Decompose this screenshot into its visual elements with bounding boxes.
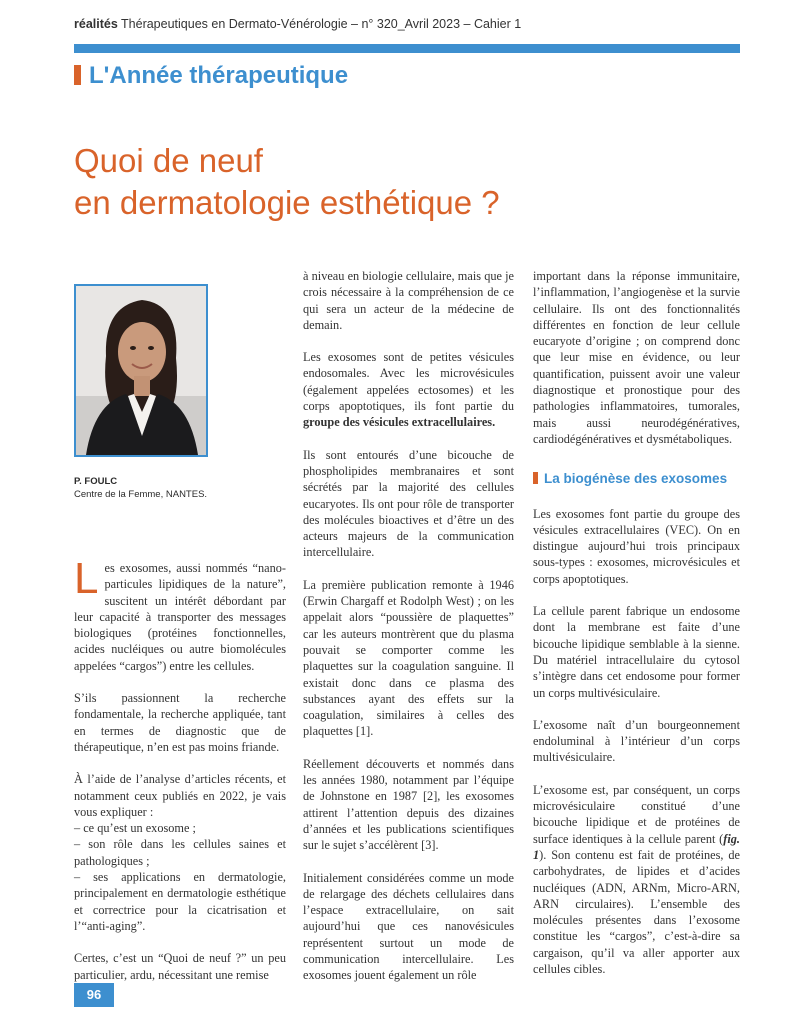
paragraph: L’exosome naît d’un bourgeonnement endoluminal à l’intérieur d’un corps multivésiculaire. — [533, 717, 740, 765]
author-photo — [74, 284, 208, 457]
paragraph-list — [74, 771, 286, 934]
text-column-2 — [303, 268, 514, 1000]
paragraph-text: es exosomes, aussi nommés “nano-particules lipidiques de la nature”, suscitent un intérêt débordant par leur capacité à transporter des messages biologiques (protéines fonctionnelles, acides nucléiques ou autre biomolécules appelées “cargos”) entre les cellules. — [74, 561, 286, 673]
paragraph: La première publication remonte à 1946 (Erwin Chargaff et Rodolph West) ; on les appelait alors “poussière de plaquettes” car les auteurs montrèrent que du plasma pouvait se comporter comme les plaquettes sur la coagulation sanguine. Il existait donc dans ce plasma des substances ayant des effets sur la coagulation, similaires à celles des plaquettes [1]. — [303, 577, 514, 739]
list-item: – son rôle dans les cellules saines et pathologiques ; — [74, 837, 286, 868]
section-title — [74, 62, 348, 90]
text-column-3 — [533, 268, 740, 993]
author-name: P. FOULC — [74, 476, 118, 487]
subsection-marker — [533, 472, 538, 484]
paragraph: La cellule parent fabrique un endosome dont la membrane est faite d’une bicouche lipidique semblable à la sienne. Du matériel intracellulaire du cytosol s’intègre dans cet endosome pour former un corps multivésiculaire. — [533, 604, 740, 700]
journal-issue: Thérapeutiques en Dermato-Vénérologie – n° 320_Avril 2023 – Cahier 1 — [117, 17, 522, 31]
list-item: – ses applications en dermatologie, principalement en dermatologie esthétique et correctrice pour la cicatrisation et l’“anti-aging”. — [74, 870, 286, 933]
list-item: – ce qu’est un exosome ; — [74, 821, 196, 836]
bold-phrase: groupe des vésicules extracellulaires. — [303, 415, 496, 430]
figure-reference: fig. 1 — [533, 831, 740, 862]
paragraph: Les exosomes font partie du groupe des vésicules extracellulaires (VEC). On en distingue aujourd’hui trois principaux sous-types : exosomes, microvésicules et corps apoptotiques. — [533, 506, 740, 586]
page-number: 96 — [74, 983, 114, 1007]
subsection-heading — [533, 471, 740, 487]
paragraph: Ils sont entourés d’une bicouche de phospholipides membranaires et sont sécrétés par la majorité des cellules eucaryotes. Ils ont pour rôle de transporter des molécules bioactives et d’être un des acteurs majeurs de la communication intercellulaire. — [303, 447, 514, 560]
paragraph-text: ). Son contenu est fait de protéines, de carbohydrates, de lipides et d’acides nucléiques (ADN, ARNm, Micro-ARN, ARN circulaires). L’ensemble des molécules présentes dans l’exosome constitue les “cargos”, c’est-à-dire sa cargaison, qu’il va aller apporter aux cellules cibles. — [533, 847, 740, 976]
subsection-heading-text: La biogénèse des exosomes — [544, 471, 728, 487]
paragraph — [74, 554, 286, 674]
article-title-line2: en dermatologie esthétique ? — [74, 184, 500, 221]
running-header — [74, 17, 521, 31]
paragraph-text: Les exosomes sont de petites vésicules endosomales. Avec les microvésicules (également appelées ectosomes) et les corps apoptotiques, ils font partie du — [303, 350, 514, 414]
paragraph — [533, 782, 740, 978]
paragraph — [303, 349, 514, 430]
section-marker — [74, 65, 81, 85]
section-title-text: L'Année thérapeutique — [89, 62, 349, 89]
paragraph: S’ils passionnent la recherche fondamentale, la recherche appliquée, tant en termes de diagnostic que de thérapeutique, n’en est pas moins friande. — [74, 691, 286, 754]
article-title-line1: Quoi de neuf — [74, 142, 263, 179]
author-affiliation: Centre de la Femme, NANTES. — [74, 489, 208, 500]
header-rule — [74, 44, 740, 53]
drop-cap: L — [74, 554, 99, 603]
paragraph-text: L’exosome est, par conséquent, un corps microvésiculaire constitué d’une bicouche lipidique et de protéines de surface identiques à la cellule parent ( — [533, 782, 740, 846]
author-portrait — [76, 286, 206, 455]
text-column-1 — [74, 554, 286, 999]
article-title — [74, 140, 714, 224]
paragraph: Réellement découverts et nommés dans les années 1980, notamment par l’équipe de Johnstone en 1987 [2], les exosomes attirent l’attention depuis des dizaines d’années et les publications scientifiques sur le sujet s’accélèrent [3]. — [303, 756, 514, 853]
author-block — [74, 475, 207, 501]
paragraph: Initialement considérées comme un mode de relargage des déchets cellulaires dans l’espace extracellulaire, on sait aujourd’hui que ces nanovésicules représentent surtout un mode de communication intercellulaire. Les exosomes jouent également un rôle — [303, 870, 514, 983]
journal-name: réalités — [74, 17, 118, 31]
paragraph: Certes, c’est un “Quoi de neuf ?” un peu particulier, ardu, nécessitant une remise — [74, 951, 286, 982]
paragraph-text: À l’aide de l’analyse d’articles récents, et notamment ceux publiés en 2022, je vais vous expliquer : — [74, 772, 286, 819]
paragraph: important dans la réponse immunitaire, l’inflammation, l’angiogenèse et la survie cellulaire. Ils ont des fonctionnalités différentes en fonction de leur cellule eucaryote d’origine ; on comprend donc que leur mise en évidence, ou leur quantification, puissent avoir une valeur diagnostique et pronostique pour des pathologies inflammatoires, tumorales, mais aussi neurodégénératives, cardiodégénératives et dysmétaboliques. — [533, 269, 740, 446]
paragraph: à niveau en biologie cellulaire, mais que je crois nécessaire à la compréhension de ce qui sera un acteur de la médecine de demain. — [303, 269, 514, 332]
